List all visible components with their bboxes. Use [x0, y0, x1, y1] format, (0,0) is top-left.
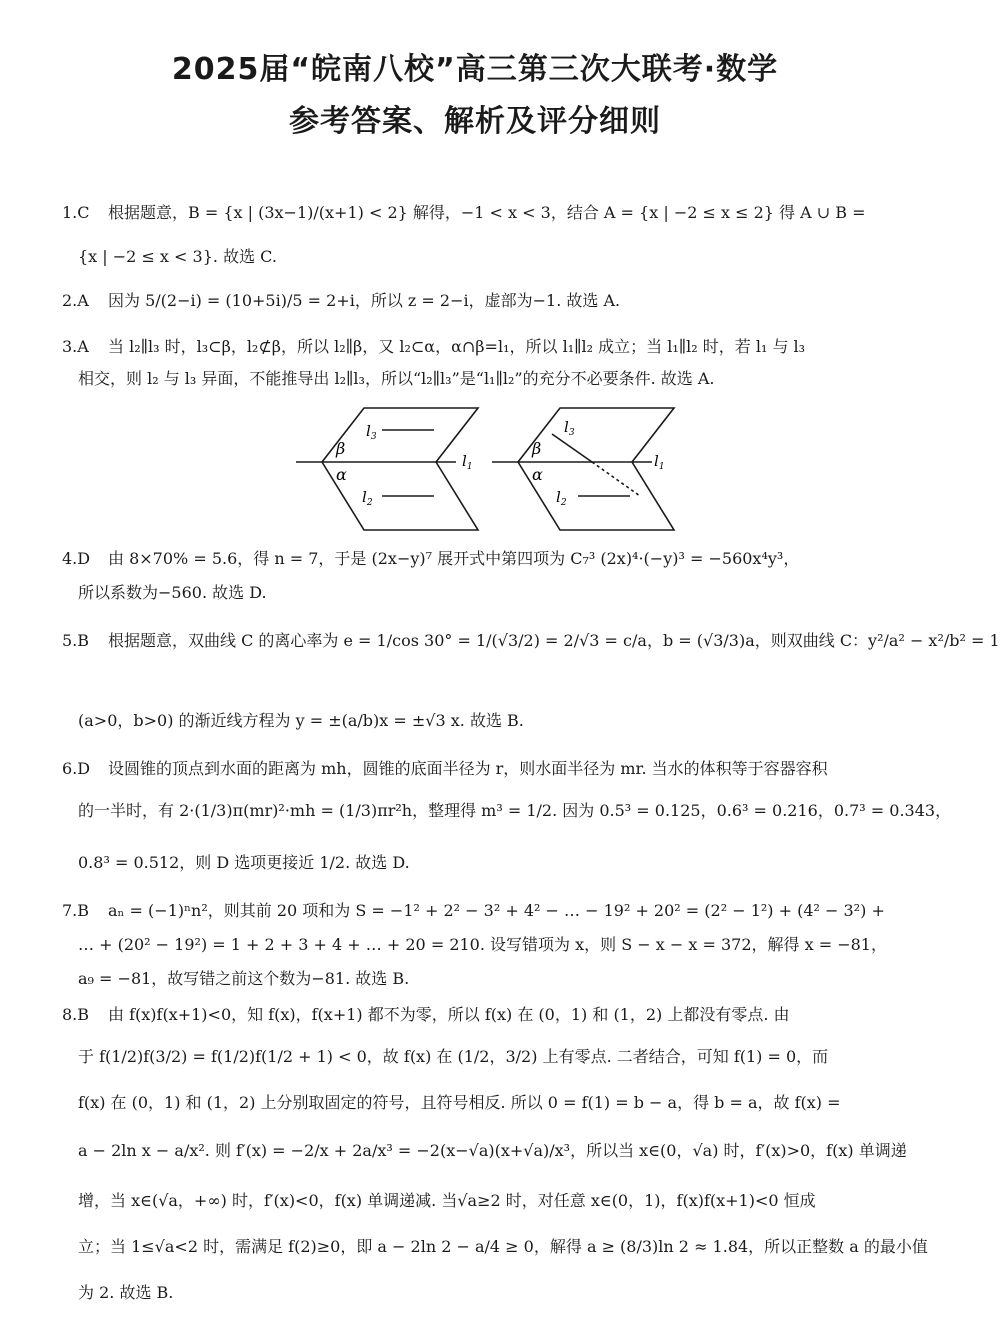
q8-line-4: a − 2ln x − a/x². 则 f′(x) = −2/x + 2a/x³ = −2(x−√a)(x+√a)/x³，所以当 x∈(0，√a) 时，f′(x)>0，f(x) 单调递 — [78, 1141, 907, 1160]
label-beta-left: β — [336, 439, 346, 458]
q8-line-5: 增，当 x∈(√a，+∞) 时，f′(x)<0，f(x) 单调递减. 当√a≥2 时，对任意 x∈(0，1)，f(x)f(x+1)<0 恒成 — [78, 1191, 816, 1210]
q5-line-1: 5.B 根据题意，双曲线 C 的离心率为 e = 1/cos 30° = 1/(√3/2) = 2/√3 = c/a，b = (√3/3)a，则双曲线 C：y²/a² − x²/b² = 1 — [62, 631, 1000, 650]
q8-line-7: 为 2. 故选 B. — [78, 1283, 174, 1302]
q5-number-answer: 5.B — [62, 631, 90, 650]
label-alpha-right: α — [532, 465, 543, 484]
q3-line-1: 3.A 当 l₂∥l₃ 时，l₃⊂β，l₂⊄β，所以 l₂∥β，又 l₂⊂α，α∩β=l₁，所以 l₁∥l₂ 成立；当 l₁∥l₂ 时，若 l₁ 与 l₃ — [62, 337, 806, 356]
planes-figure — [290, 400, 680, 540]
label-l2-left: $l_2$ — [362, 488, 373, 508]
label-l3-left: $l_3$ — [366, 422, 377, 442]
q6-number-answer: 6.D — [62, 759, 91, 778]
label-l3-right: $l_3$ — [564, 418, 575, 438]
q6-line-1: 6.D 设圆锥的顶点到水面的距离为 mh，圆锥的底面半径为 r，则水面半径为 mr. 当水的体积等于容器容积 — [62, 759, 828, 778]
q1-number-answer: 1.C — [62, 203, 90, 222]
q1-line-2: {x | −2 ≤ x < 3}. 故选 C. — [78, 247, 277, 266]
q7-line-3: a₉ = −81，故写错之前这个数为−81. 故选 B. — [78, 969, 410, 988]
label-beta-right: β — [532, 439, 542, 458]
q8-line-6: 立；当 1≤√a<2 时，需满足 f(2)≥0，即 a − 2ln 2 − a/4 ≥ 0，解得 a ≥ (8/3)ln 2 ≈ 1.84，所以正整数 a 的最小值 — [78, 1237, 928, 1256]
label-l1-right: $l_1$ — [654, 452, 665, 472]
figure-left — [296, 408, 478, 530]
label-l2-right: $l_2$ — [556, 488, 567, 508]
q4-line-1: 4.D 由 8×70% = 5.6，得 n = 7，于是 (2x−y)⁷ 展开式中第四项为 C₇³ (2x)⁴·(−y)³ = −560x⁴y³， — [62, 549, 800, 568]
q4-line-2: 所以系数为−560. 故选 D. — [78, 583, 267, 602]
q7-number-answer: 7.B — [62, 901, 90, 920]
label-l1-left: $l_1$ — [462, 452, 473, 472]
q8-line-3: f(x) 在 (0，1) 和 (1，2) 上分别取固定的符号，且符号相反. 所以 0 = f(1) = b − a，得 b = a，故 f(x) = — [78, 1093, 841, 1112]
q4-number-answer: 4.D — [62, 549, 91, 568]
page-subtitle: 参考答案、解析及评分细则 — [289, 104, 661, 139]
line-l3-right-solid — [552, 434, 592, 462]
page-title: 2025届“皖南八校”高三第三次大联考·数学 — [171, 52, 779, 87]
q8-line-1: 8.B 由 f(x)f(x+1)<0，知 f(x)，f(x+1) 都不为零，所以 f(x) 在 (0，1) 和 (1，2) 上都没有零点. 由 — [62, 1005, 790, 1024]
q1-line-1: 1.C 根据题意，B = {x | (3x−1)/(x+1) < 2} 解得，−1 < x < 3，结合 A = {x | −2 ≤ x ≤ 2} 得 A ∪ B = — [62, 203, 866, 222]
q5-line-2: (a>0，b>0) 的渐近线方程为 y = ±(a/b)x = ±√3 x. 故选 B. — [78, 711, 524, 730]
q2-number-answer: 2.A — [62, 291, 89, 310]
plane-beta-left — [322, 408, 478, 462]
q7-line-2: … + (20² − 19²) = 1 + 2 + 3 + 4 + … + 20 = 210. 设写错项为 x，则 S − x − x = 372，解得 x = −81， — [78, 935, 887, 954]
q6-line-3: 0.8³ = 0.512，则 D 选项更接近 1/2. 故选 D. — [78, 853, 410, 872]
q2-line-1: 2.A 因为 5/(2−i) = (10+5i)/5 = 2+i，所以 z = 2−i，虚部为−1. 故选 A. — [62, 291, 621, 310]
plane-beta-right — [518, 408, 674, 462]
q8-line-2: 于 f(1/2)f(3/2) = f(1/2)f(1/2 + 1) < 0，故 f(x) 在 (1/2，3/2) 上有零点. 二者结合，可知 f(1) = 0，而 — [78, 1047, 829, 1066]
figure-right — [492, 408, 674, 530]
q3-line-2: 相交，则 l₂ 与 l₃ 异面，不能推导出 l₂∥l₃，所以“l₂∥l₃”是“l₁∥l₂”的充分不必要条件. 故选 A. — [78, 369, 715, 388]
q6-line-2: 的一半时，有 2·(1/3)π(mr)²·mh = (1/3)πr²h，整理得 m³ = 1/2. 因为 0.5³ = 0.125，0.6³ = 0.216，0.7³ = 0.343， — [78, 801, 952, 820]
q7-line-1: 7.B aₙ = (−1)ⁿn²，则其前 20 项和为 S = −1² + 2² − 3² + 4² − … − 19² + 20² = (2² − 1²) + (4² − 3²) + — [62, 901, 885, 920]
q8-number-answer: 8.B — [62, 1005, 90, 1024]
label-alpha-left: α — [336, 465, 347, 484]
line-l3-right-dashed — [592, 462, 640, 496]
q3-number-answer: 3.A — [62, 337, 89, 356]
